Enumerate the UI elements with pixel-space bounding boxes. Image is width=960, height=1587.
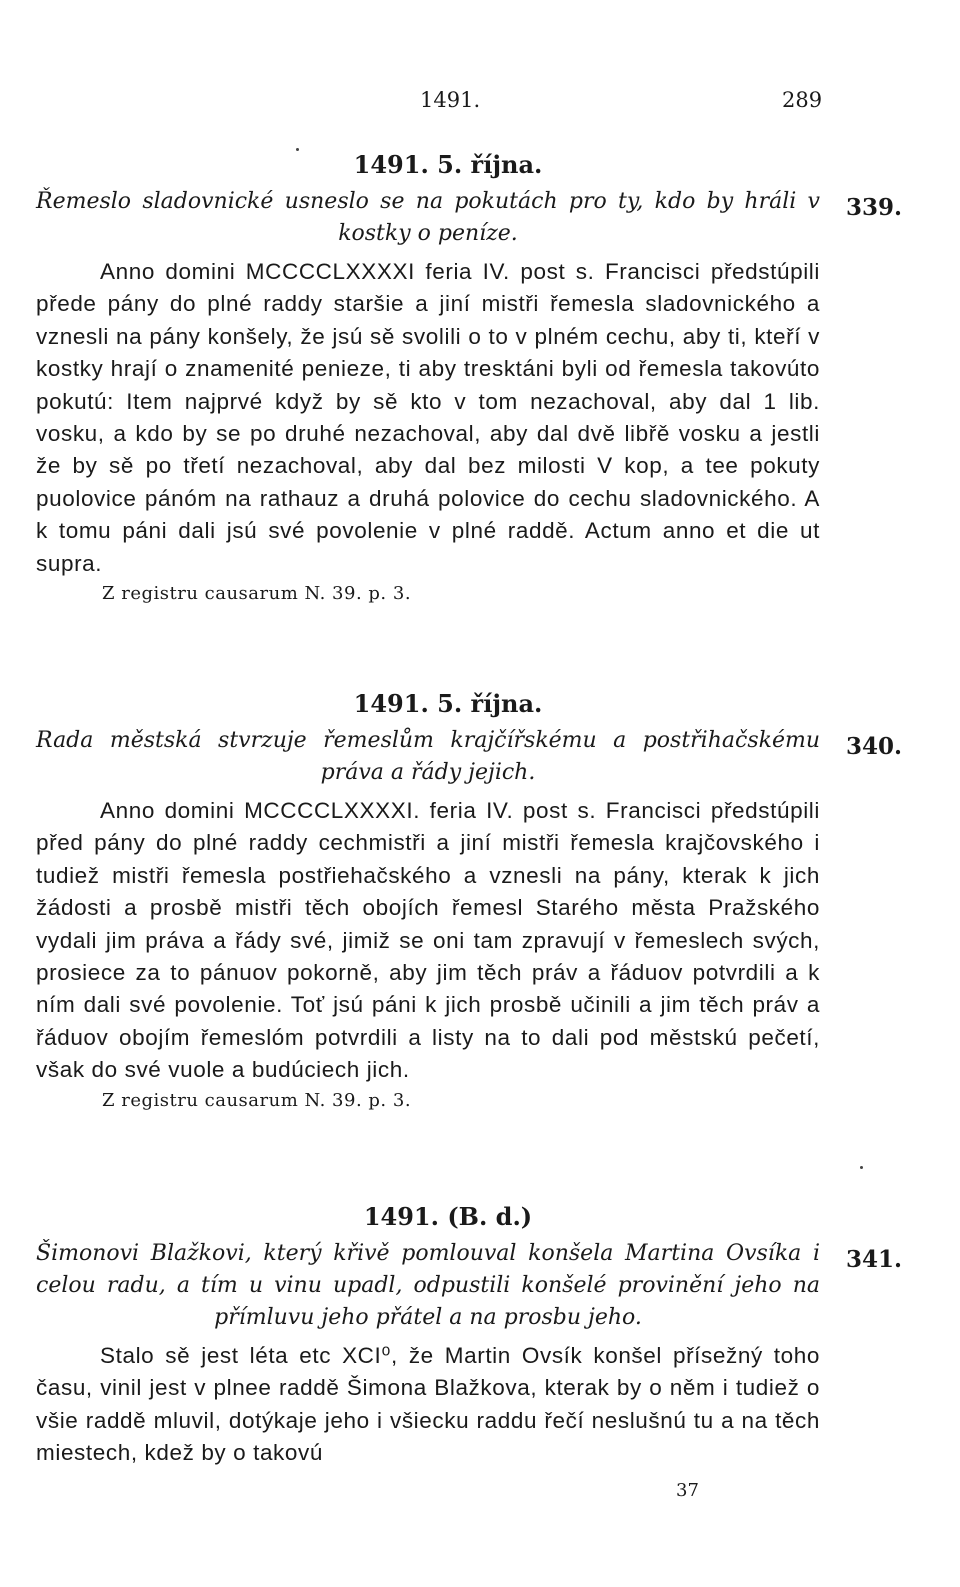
- entry-body: Anno domini MCCCCLXXXXI feria IV. post s. Francisci předstúpili přede pány do plné raddy staršie a jiní mistři řemesla sladovnického a vznesli na pány konšely, že jsú sě svolili o to v plném cechu, aby ti, kteří v kostky hrají o znamenité penieze, ti aby tresktáni byli od řemesla takovúto pokutú: Item najprvé když by sě kto v tom nezachoval, aby dal 1 lib. vosku, a kdo by se po druhé nezachoval, aby dal dvě libřě vosku a jestli že by sě po třetí nezachoval, aby dal bez milosti V kop, a tee pokuty puolovice pánóm na rathauz a druhá polovice do cechu sladovnického. A k tomu páni dali jsú své povolenie v plné raddě. Actum anno et die ut supra.: [36, 259, 820, 576]
- entry-date: 1491. 5. října.: [353, 150, 543, 179]
- entry-date: 1491. 5. října.: [353, 689, 543, 718]
- page-number: 289: [782, 88, 823, 112]
- entry-341: [36, 1200, 902, 1470]
- entry-339: [36, 148, 902, 608]
- entry-number: 341.: [845, 1246, 902, 1273]
- entry-body: Stalo sě jest léta etc XCI⁰, že Martin Ovsík konšel přísežný toho času, vinil jest v plnee raddě Šimona Blažkova, kterak by o něm i tudiež o všie raddě mluvil, dotýkaje jeho i všiecku raddu řečí neslušnú tu a na těch miestech, kdež by o takovú: [36, 1343, 820, 1466]
- header-year: 1491.: [420, 88, 481, 112]
- printer-signature: 37: [676, 1480, 699, 1501]
- entry-date: 1491. (B. d.): [363, 1202, 533, 1231]
- entry-summary: Rada městská stvrzuje řemeslům krajčířskému a postřihačskému práva a řády jejich.: [36, 728, 820, 785]
- entry-body: Anno domini MCCCCLXXXXI. feria IV. post s. Francisci předstúpili před pány do plné raddy cechmistři a jiní mistři řemesla krajčovského i tudiež mistři řemesla postřiehačského a vznesli na pány, kterak k jich žádosti a prosbě mistři těch obojích řemesl Starého města Pražského vydali jim práva a řády své, jimiž se oni tam zpravují v řemeslech svých, prosiece za to pánuov pokorně, aby jim těch práv a řáduov potvrdili a k ním dali své povolenie. Toť jsú páni k jich prosbě učinili a jim těch práv a řáduov obojím řemeslóm potvrdili a listy na to dali pod městskú pečetí, však do své vuole a budúciech jich.: [36, 798, 820, 1083]
- running-head: [0, 88, 960, 118]
- entry-summary: Šimonovi Blažkovi, který křivě pomlouval konšela Martina Ovsíka i celou radu, a tím u vinu upadl, odpustili konšelé provinění jeho na přímluvu jeho přátel a na prosbu jeho.: [36, 1241, 820, 1330]
- speck: [296, 148, 299, 151]
- entry-source: Z registru causarum N. 39. p. 3.: [102, 583, 412, 605]
- entry-summary: Řemeslo sladovnické usneslo se na pokutách pro ty, kdo by hráli v kostky o peníze.: [36, 189, 820, 246]
- entry-number: 339.: [845, 194, 902, 221]
- speck: [860, 1166, 863, 1169]
- entry-340: [36, 687, 902, 1115]
- entry-number: 340.: [845, 733, 902, 760]
- entry-source: Z registru causarum N. 39. p. 3.: [102, 1089, 412, 1111]
